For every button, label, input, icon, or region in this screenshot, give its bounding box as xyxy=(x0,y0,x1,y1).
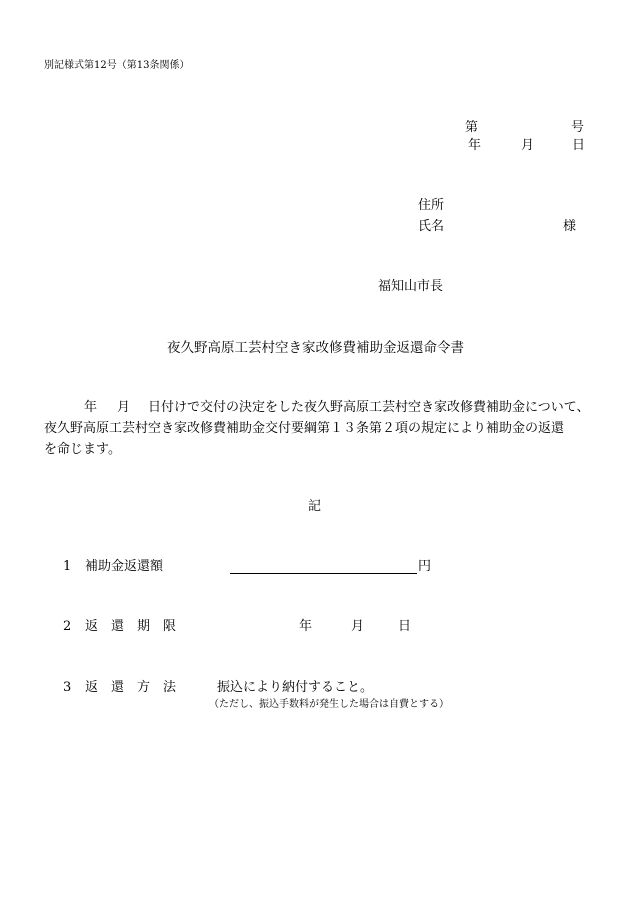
form-label: 別記様式第12号（第13条関係） xyxy=(44,60,190,71)
item-2-year: 年 xyxy=(299,619,313,634)
ref-go: 号 xyxy=(571,120,585,135)
document-title: 夜久野高原工芸村空き家改修費補助金返還命令書 xyxy=(167,340,464,356)
item-1-label: 補助金返還額 xyxy=(85,559,164,574)
body-month: 月 xyxy=(117,400,131,415)
item-3-number: 3 xyxy=(63,680,72,695)
body-line-1 xyxy=(44,397,604,418)
date-year: 年 xyxy=(468,138,482,153)
body-paragraph xyxy=(44,397,604,460)
date-day: 日 xyxy=(572,138,586,153)
item-3-note: （ただし、振込手数料が発生した場合は自費とする） xyxy=(209,699,449,710)
address-label: 住所 xyxy=(418,198,445,213)
amount-blank-line xyxy=(230,573,417,574)
item-1-unit: 円 xyxy=(418,559,432,574)
item-2-label: 返 還 期 限 xyxy=(85,619,177,634)
item-2-month: 月 xyxy=(351,619,365,634)
name-label: 氏名 xyxy=(418,219,445,234)
date-month: 月 xyxy=(521,138,535,153)
ki-heading: 記 xyxy=(308,499,322,514)
item-2-number: 2 xyxy=(63,619,72,634)
honorific: 様 xyxy=(563,219,577,234)
item-2-day: 日 xyxy=(398,619,412,634)
body-line-3: を命じます。 xyxy=(44,442,121,457)
body-line-2: 夜久野高原工芸村空き家改修費補助金交付要綱第１３条第２項の規定により補助金の返還 xyxy=(44,421,565,436)
ref-dai: 第 xyxy=(465,120,479,135)
body-year: 年 xyxy=(84,400,98,415)
body-line-1-rest: 日付けで交付の決定をした夜久野高原工芸村空き家改修費補助金について、 xyxy=(148,400,590,415)
issuer: 福知山市長 xyxy=(378,279,444,294)
item-3-label: 返 還 方 法 xyxy=(85,680,177,695)
item-1-number: 1 xyxy=(63,559,72,574)
item-3-value: 振込により納付すること。 xyxy=(217,680,374,695)
